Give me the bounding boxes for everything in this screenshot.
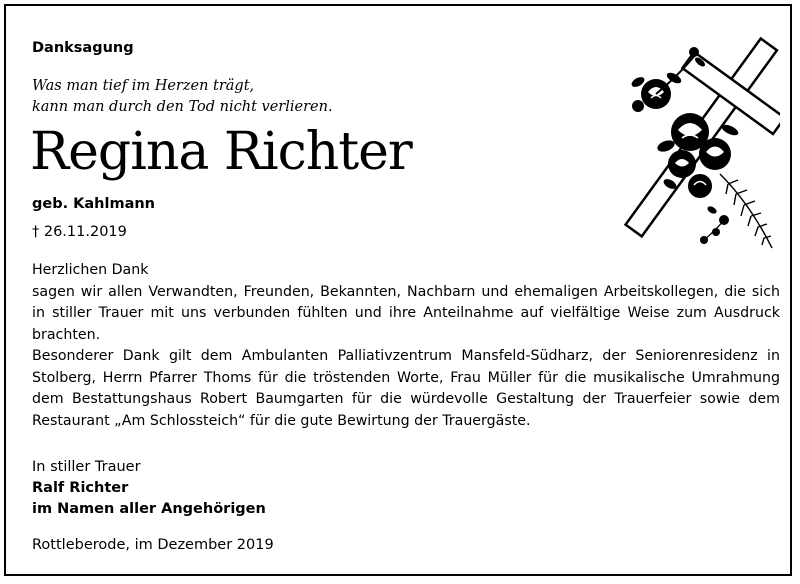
rose-buds <box>700 205 729 244</box>
notice-heading: Danksagung <box>32 40 134 56</box>
thanks-body <box>32 260 780 432</box>
obituary-notice <box>4 4 792 576</box>
place-and-date: Rottleberode, im Dezember 2019 <box>32 537 274 553</box>
fern-frond <box>720 174 772 248</box>
closing-phrase: In stiller Trauer <box>32 459 141 475</box>
thanks-intro: Herzlichen Dank <box>32 262 149 278</box>
maiden-name: geb. Kahlmann <box>32 196 156 212</box>
cross-with-roses-icon <box>620 34 780 254</box>
deceased-name: Regina Richter <box>30 122 412 182</box>
thanks-paragraph-1: sagen wir allen Verwandten, Freunden, Bekannten, Nachbarn und ehemaligen Arbeitskollegen, die sich in stiller Trauer mit uns verbunden fühlten und ihre Anteilnahme auf vielfältige Weise zum Ausdruck brachten. <box>32 283 780 343</box>
closing-block <box>32 457 266 520</box>
death-date: † 26.11.2019 <box>32 224 127 240</box>
memorial-quote <box>32 76 333 118</box>
signatory-name: Ralf Richter <box>32 480 129 496</box>
quote-line-1: Was man tief im Herzen trägt, <box>32 78 255 94</box>
rose-upper <box>630 47 707 112</box>
signatory-note: im Namen aller Angehörigen <box>32 501 266 517</box>
thanks-paragraph-2: Besonderer Dank gilt dem Ambulanten Palliativzentrum Mansfeld-Südharz, der Seniorenresidenz in Stolberg, Herrn Pfarrer Thoms für die tröstenden Worte, Frau Müller für die musikalische Umrahmung dem Bestattungshaus Robert Baumgarten für die würdevolle Gestaltung der Trauerfeier sowie dem Restaurant „Am Schlossteich“ für die gute Bewirtung der Trauergäste. <box>32 348 780 429</box>
quote-line-2: kann man durch den Tod nicht verlieren. <box>32 99 333 115</box>
